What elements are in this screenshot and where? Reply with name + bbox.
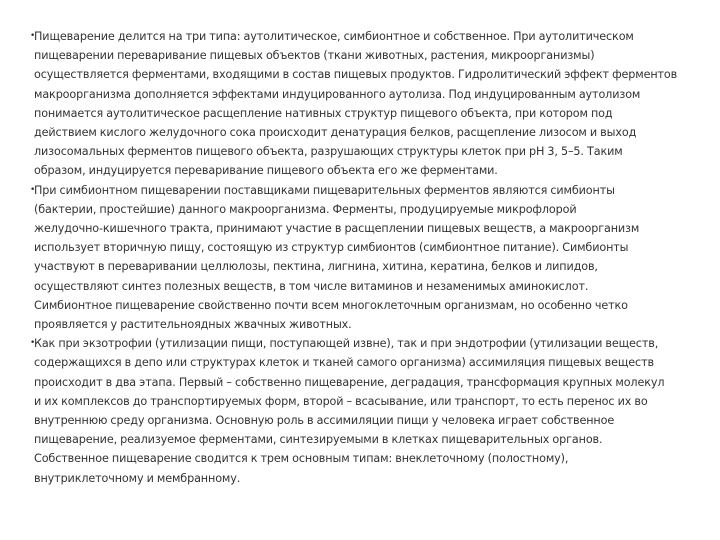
text-line: Собственное пищеварение сводится к трем основным типам: внеклеточному (полостному), [34, 452, 569, 466]
text-line: макроорганизма дополняется эффектами индуцированного аутолиза. Под индуцированным аутолизом [34, 87, 641, 101]
text-line: участвуют в переваривании целлюлозы, пектина, лигнина, хитина, кератина, белков и липидов, [34, 260, 598, 274]
text-line: и их комплексов до транспортируемых форм, второй – всасывание, или транспорт, то есть перенос их во [34, 394, 648, 408]
text-line: желудочно-кишечного тракта, принимают участие в расщеплении пищевых веществ, а макроорганизм [34, 222, 640, 236]
text-line: понимается аутолитическое расщепление нативных структур пищевого объекта, при котором под [34, 106, 613, 120]
text-line: Симбионтное пищеварение свойственно почти всем многоклеточным организмам, но особенно четко [34, 298, 628, 312]
text-line: осуществляется ферментами, входящими в состав пищевых продуктов. Гидролитический эффект ферментов [34, 68, 678, 82]
text-line: пищеварение, реализуемое ферментами, синтезируемыми в клетках пищеварительных органов. [34, 433, 603, 447]
text-line: лизосомальных ферментов пищевого объекта, разрушающих структуры клеток при pH 3, 5–5. Таким [34, 145, 623, 159]
paragraph-autolytic [30, 27, 686, 181]
text-line: внутриклеточному и мембранному. [34, 471, 241, 485]
paragraph-own-digestion [30, 334, 686, 488]
text-line: При симбионтном пищеварении поставщиками пищеварительных ферментов являются симбионты [34, 183, 615, 197]
text-line: образом, индуцируется переваривание пищевого объекта его же ферментами. [34, 164, 498, 178]
bullet-icon: • [30, 338, 36, 349]
text-line: содержащихся в депо или структурах клеток и тканей самого организма) ассимиляция пищевых веществ [34, 356, 654, 370]
text-line: действием кислого желудочного сока происходит денатурация белков, расщепление лизосом и выход [34, 126, 637, 140]
bullet-icon: • [30, 31, 36, 41]
text-body [30, 27, 686, 488]
text-line: внутреннюю среду организма. Основную роль в ассимиляции пищи у человека играет собственное [34, 414, 615, 428]
text-line: (бактерии, простейшие) данного макроорганизма. Ферменты, продуцируемые микрофлорой [34, 202, 577, 216]
paragraph-symbiotic [30, 181, 686, 335]
text-line: Как при экзотрофии (утилизации пищи, поступающей извне), так и при эндотрофии (утилизации веществ, [34, 337, 659, 351]
bullet-icon: • [30, 184, 36, 195]
text-line: пищеварении переваривание пищевых объектов (ткани животных, растения, микроорганизмы) [34, 49, 595, 63]
text-line: проявляется у растительноядных жвачных животных. [34, 318, 352, 332]
text-line: Пищеварение делится на три типа: аутолитическое, симбионтное и собственное. При аутолитическом [34, 30, 634, 43]
text-line: осуществляют синтез полезных веществ, в том числе витаминов и незаменимых аминокислот. [34, 279, 589, 293]
text-line: происходит в два этапа. Первый – собственно пищеварение, деградация, трансформация крупных молекул [34, 375, 665, 389]
text-line: использует вторичную пищу, состоящую из структур симбионтов (симбионтное питание). Симбионты [34, 241, 629, 255]
